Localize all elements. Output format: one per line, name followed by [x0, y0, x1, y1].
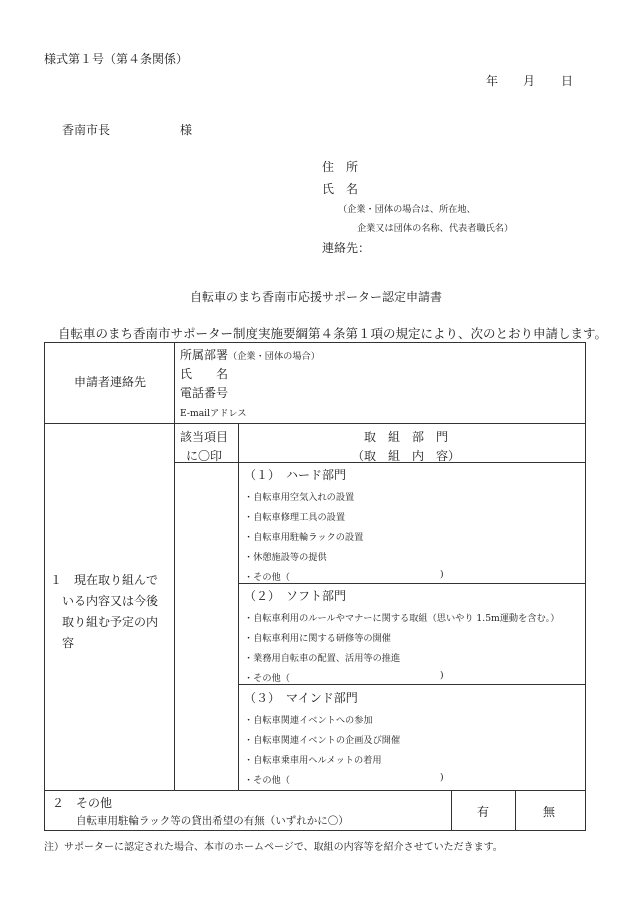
col-field-header-2: （取 組 内 容）: [352, 449, 461, 463]
section2-question: 自転車用駐輪ラック等の貸出希望の有無（いずれかに〇）: [76, 815, 349, 827]
addressee-honorific: 様: [180, 123, 193, 137]
other-close: ): [440, 670, 444, 681]
field-email: E-mailアドレス: [180, 408, 247, 419]
field-phone: 電話番号: [180, 386, 229, 400]
document-title: 自転車のまち香南市応援サポーター認定申請書: [190, 290, 443, 304]
footnote: 注）サポーターに認定された場合、本市のホームページで、取組の内容等を紹介させていただきます。: [44, 842, 503, 853]
date-day: 日: [561, 74, 574, 88]
group2-heading: （２） ソフト部門: [244, 589, 347, 603]
contact-header: 申請者連絡先: [74, 375, 147, 389]
list-item: ・休憩施設等の提供: [244, 552, 327, 563]
list-item-other: ・その他（: [244, 775, 290, 786]
intro-text: 自転車のまち香南市サポーター制度実施要綱第４条第１項の規定により、次のとおり申請します。: [58, 326, 608, 341]
name-label: 氏 名: [322, 182, 359, 196]
form-number: 様式第１号（第４条関係）: [44, 52, 189, 66]
list-item: ・自転車乗車用ヘルメットの着用: [244, 755, 382, 766]
application-table: [44, 342, 586, 831]
addressee-name: 香南市長: [62, 123, 111, 137]
list-item: ・自転車用空気入れの設置: [244, 492, 355, 503]
list-item: ・業務用自転車の配置、活用等の推進: [244, 653, 401, 664]
other-close: ): [440, 569, 444, 580]
list-item: ・自転車用駐輪ラックの設置: [244, 532, 364, 543]
col-field-header-1: 取 組 部 門: [364, 430, 449, 444]
list-item: ・自転車修理工具の設置: [244, 512, 346, 523]
department-note: （企業・団体の場合）: [228, 351, 320, 362]
list-item-other: ・その他（: [244, 572, 290, 583]
section2-label: ２ その他: [52, 796, 113, 810]
section1-label: １ 現在取り組んで いる内容又は今後 取り組む予定の内 容: [50, 573, 159, 650]
col-mark-header-1: 該当項目: [180, 430, 229, 444]
option-yes[interactable]: 有: [477, 805, 490, 819]
col-mark-header-2: に〇印: [186, 449, 223, 463]
group3-heading: （３） マインド部門: [244, 691, 358, 705]
list-item: ・自転車利用のルールやマナーに関する取組（思いやり 1.5m運動を含む。）: [244, 613, 560, 624]
applicant-note-2: 企業又は団体の名称、代表者職氏名）: [357, 223, 514, 234]
field-department: [180, 346, 320, 363]
applicant-note-1: （企業・団体の場合は、所在地、: [338, 204, 476, 215]
list-item: ・自転車関連イベントの企画及び開催: [244, 735, 401, 746]
date-year: 年: [486, 74, 499, 88]
group1-heading: （１） ハード部門: [244, 468, 347, 482]
list-item-other: ・その他（: [244, 673, 290, 684]
field-name: 氏 名: [180, 367, 229, 381]
date-month: 月: [523, 74, 536, 88]
department-label: 所属部署: [180, 348, 229, 362]
other-close: ): [440, 772, 444, 783]
list-item: ・自転車関連イベントへの参加: [244, 715, 373, 726]
contact-label: 連絡先：: [322, 241, 371, 255]
address-label: 住 所: [322, 160, 359, 174]
option-no[interactable]: 無: [543, 805, 556, 819]
list-item: ・自転車利用に関する研修等の開催: [244, 633, 391, 644]
